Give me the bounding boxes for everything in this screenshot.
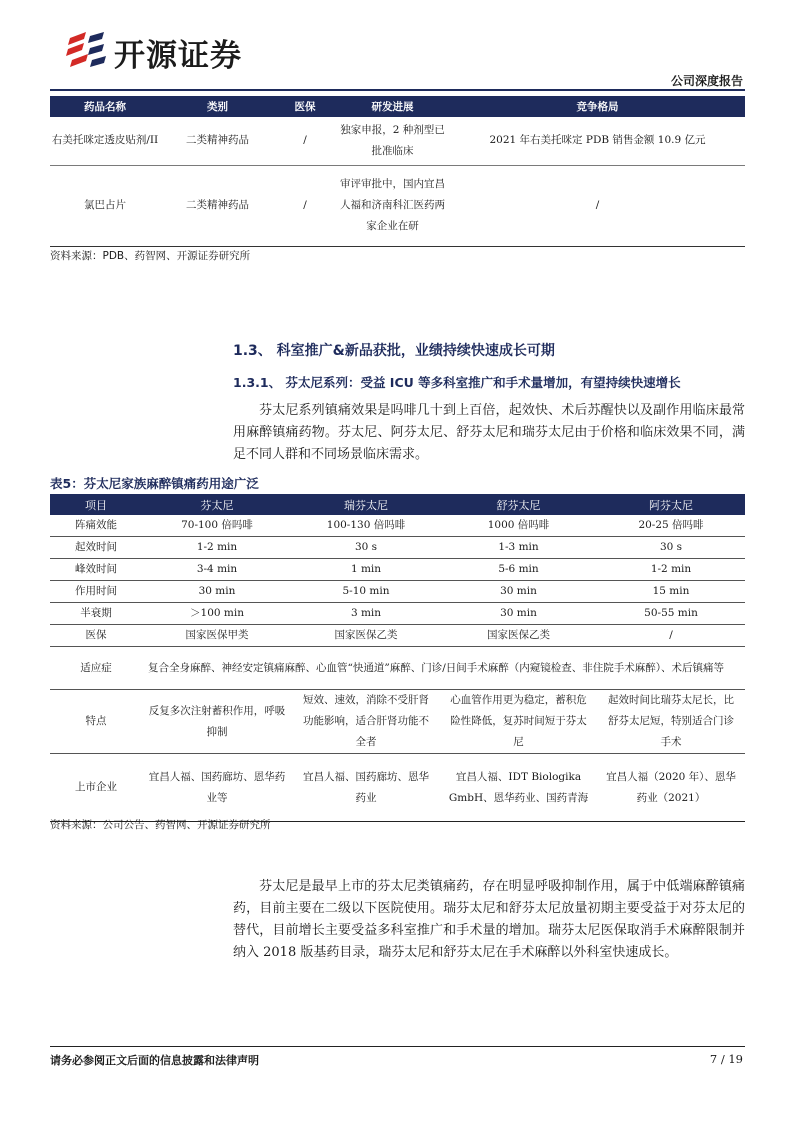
drug-progress: 独家申报，2 种剂型已批准临床 (335, 117, 450, 165)
footer-divider (50, 1046, 745, 1047)
table-cell: 1-3 min (440, 537, 597, 559)
row-label: 峰效时间 (50, 559, 142, 581)
drug-pipeline-table (50, 96, 745, 247)
table-cell: 30 s (292, 537, 440, 559)
row-label: 特点 (50, 690, 142, 754)
drug-insurance: / (275, 117, 335, 165)
row-label: 半衰期 (50, 603, 142, 625)
table-cell: 国家医保甲类 (142, 625, 292, 647)
table-row (50, 625, 745, 647)
drug-category: 二类精神药品 (160, 117, 275, 165)
table-cell: 15 min (597, 581, 745, 603)
paragraph-text: 芬太尼系列镇痛效果是吗啡几十到上百倍，起效快、术后苏醒快以及副作用临床最常用麻醉镇痛药物。芬太尼、阿芬太尼、舒芬太尼和瑞芬太尼由于价格和临床效果不同，满足不同人群和不同场景临床需求。 (233, 403, 745, 462)
table-row (50, 754, 745, 822)
table-cell: 国家医保乙类 (292, 625, 440, 647)
table-cell: 5-6 min (440, 559, 597, 581)
column-header: 类别 (160, 96, 275, 117)
brand-name: 开源证券 (114, 37, 242, 74)
paragraph-text: 芬太尼是最早上市的芬太尼类镇痛药，存在明显呼吸抑制作用，属于中低端麻醉镇痛药，目前主要在二级以下医院使用。瑞芬太尼和舒芬太尼放量初期主要受益于对芬太尼的替代，目前增长主要受益多科室推广和手术量的增加。瑞芬太尼医保取消手术麻醉限制并纳入 2018 版基药目录，瑞芬太尼和舒芬太尼在手术麻醉以外科室快速成长。 (233, 879, 745, 960)
table-cell: 起效时间比瑞芬太尼长，比舒芬太尼短，特别适合门诊手术 (597, 690, 745, 754)
body-paragraph (233, 400, 745, 466)
table-header-row (50, 96, 745, 117)
column-header: 阿芬太尼 (597, 494, 745, 515)
column-header: 竞争格局 (450, 96, 745, 117)
table-cell: 50-55 min (597, 603, 745, 625)
table-cell: 30 s (597, 537, 745, 559)
column-header: 研发进展 (335, 96, 450, 117)
column-header: 舒芬太尼 (440, 494, 597, 515)
table-cell: 宜昌人福、国药廊坊、恩华药业等 (142, 754, 292, 822)
column-header: 医保 (275, 96, 335, 117)
table-cell: 5-10 min (292, 581, 440, 603)
table-cell: 国家医保乙类 (440, 625, 597, 647)
drug-progress: 审评审批中，国内宜昌人福和济南科汇医药两家企业在研 (335, 165, 450, 246)
column-header: 药品名称 (50, 96, 160, 117)
table-row (50, 647, 745, 690)
drug-name: 氯巴占片 (50, 165, 160, 246)
table-cell: 反复多次注射蓄积作用，呼吸抑制 (142, 690, 292, 754)
footer-disclaimer: 请务必参阅正文后面的信息披露和法律声明 (50, 1054, 259, 1067)
table-cell: 1000 倍吗啡 (440, 515, 597, 537)
table-cell: 70-100 倍吗啡 (142, 515, 292, 537)
page-number: 7 / 19 (709, 1052, 743, 1066)
table-cell: 20-25 倍吗啡 (597, 515, 745, 537)
table-cell: / (597, 625, 745, 647)
table-row (50, 165, 745, 246)
table-cell: ＞100 min (142, 603, 292, 625)
table-row (50, 537, 745, 559)
column-header: 芬太尼 (142, 494, 292, 515)
drug-competition: / (450, 165, 745, 246)
row-label: 上市企业 (50, 754, 142, 822)
drug-competition: 2021 年右美托咪定 PDB 销售金额 10.9 亿元 (450, 117, 745, 165)
header-divider (50, 89, 745, 91)
row-label: 阵痛效能 (50, 515, 142, 537)
table1-source: 资料来源：PDB、药智网、开源证券研究所 (50, 250, 251, 262)
table-row (50, 690, 745, 754)
table-cell: 3-4 min (142, 559, 292, 581)
row-label: 起效时间 (50, 537, 142, 559)
table-cell: 1-2 min (142, 537, 292, 559)
brand-mark-icon (64, 30, 108, 74)
subsection-heading: 1.3.1、 芬太尼系列：受益 ICU 等多科室推广和手术量增加，有望持续快速增长 (233, 375, 681, 390)
table-row (50, 515, 745, 537)
table-cell: 1-2 min (597, 559, 745, 581)
fentanyl-comparison-table (50, 494, 745, 822)
table-cell: 宜昌人福（2020 年）、恩华药业（2021） (597, 754, 745, 822)
table-cell: 短效、速效，消除不受肝肾功能影响，适合肝肾功能不全者 (292, 690, 440, 754)
table-cell: 1 min (292, 559, 440, 581)
table-title: 表5：芬太尼家族麻醉镇痛药用途广泛 (50, 476, 259, 491)
table-cell: 心血管作用更为稳定，蓄积危险性降低，复苏时间短于芬太尼 (440, 690, 597, 754)
table-cell: 宜昌人福、IDT Biologika GmbH、恩华药业、国药青海 (440, 754, 597, 822)
indication-cell: 复合全身麻醉、神经安定镇痛麻醉、心血管“快通道”麻醉、门诊/日间手术麻醉（内窥镜检查、非住院手术麻醉）、术后镇痛等 (142, 647, 745, 690)
table-header-row (50, 494, 745, 515)
table-cell: 3 min (292, 603, 440, 625)
row-label: 医保 (50, 625, 142, 647)
table-cell: 宜昌人福、国药廊坊、恩华药业 (292, 754, 440, 822)
drug-category: 二类精神药品 (160, 165, 275, 246)
column-header: 项目 (50, 494, 142, 515)
table-row (50, 581, 745, 603)
table-cell: 100-130 倍吗啡 (292, 515, 440, 537)
table-cell: 30 min (440, 603, 597, 625)
table2-source: 资料来源：公司公告、药智网、开源证券研究所 (50, 819, 271, 831)
table-cell: 30 min (440, 581, 597, 603)
table-row (50, 117, 745, 165)
document-type: 公司深度报告 (670, 74, 743, 88)
column-header: 瑞芬太尼 (292, 494, 440, 515)
table-row (50, 603, 745, 625)
section-heading: 1.3、 科室推广&新品获批，业绩持续快速成长可期 (233, 343, 555, 359)
table-row (50, 559, 745, 581)
company-logo (64, 30, 294, 74)
drug-name: 右美托咪定透皮贴剂/II (50, 117, 160, 165)
row-label: 作用时间 (50, 581, 142, 603)
table-cell: 30 min (142, 581, 292, 603)
row-label: 适应症 (50, 647, 142, 690)
drug-insurance: / (275, 165, 335, 246)
body-paragraph (233, 876, 745, 964)
